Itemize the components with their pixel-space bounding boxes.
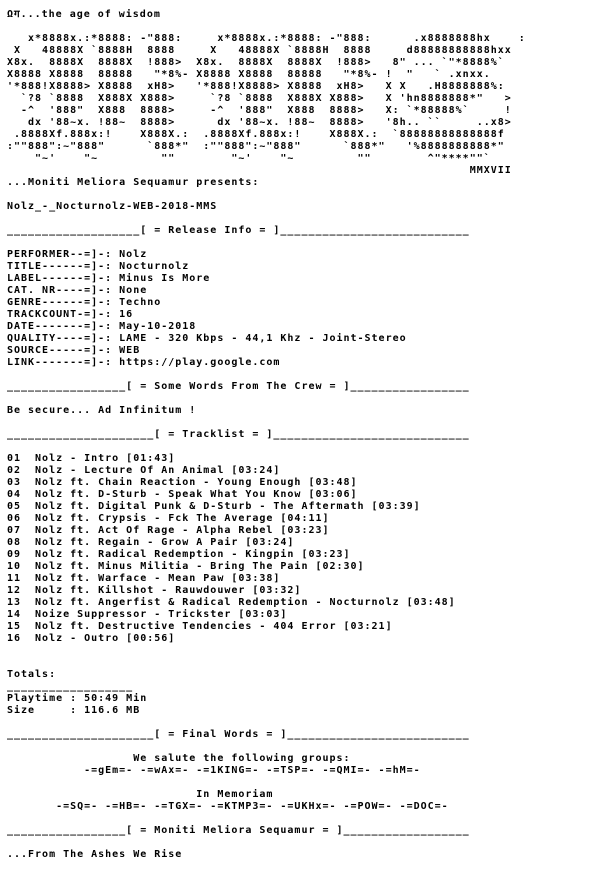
nfo-line: 04 Nolz ft. D-Sturb - Speak What You Know [03:06] bbox=[7, 489, 358, 500]
nfo-line bbox=[7, 237, 526, 249]
nfo-line bbox=[7, 393, 526, 405]
nfo-line: In Memoriam bbox=[7, 789, 274, 800]
nfo-line: 15 Nolz ft. Destructive Tendencies - 404 Error [03:21] bbox=[7, 621, 393, 632]
nfo-line: 08 Nolz ft. Regain - Grow A Pair [03:24] bbox=[7, 537, 295, 548]
nfo-document bbox=[7, 9, 526, 861]
nfo-line: X8888 X8888 88888 "*8%- X8888 X8888 88888 "*8%- ! " ` .xnxx. bbox=[7, 69, 491, 80]
nfo-line: 01 Nolz - Intro [01:43] bbox=[7, 453, 176, 464]
nfo-line: SOURCE-----=]-: WEB bbox=[7, 345, 141, 356]
nfo-line: QUALITY----=]-: LAME - 320 Kbps - 44,1 Khz - Joint-Stereo bbox=[7, 333, 407, 344]
nfo-line: 06 Nolz ft. Crypsis - Fck The Average [04:11] bbox=[7, 513, 330, 524]
nfo-line bbox=[7, 417, 526, 429]
nfo-line bbox=[7, 369, 526, 381]
nfo-line: 05 Nolz ft. Digital Punk & D-Sturb - The Aftermath [03:39] bbox=[7, 501, 421, 512]
nfo-line: _____________________[ = Tracklist = ]____________________________ bbox=[7, 429, 470, 440]
nfo-line bbox=[7, 777, 526, 789]
nfo-line bbox=[7, 657, 526, 669]
nfo-line: 12 Nolz ft. Killshot - Rauwdouwer [03:32] bbox=[7, 585, 302, 596]
nfo-line: TITLE------=]-: Nocturnolz bbox=[7, 261, 190, 272]
nfo-line: ...Moniti Meliora Sequamur presents: bbox=[7, 177, 260, 188]
nfo-line bbox=[7, 813, 526, 825]
nfo-line: 07 Nolz ft. Act Of Rage - Alpha Rebel [03:23] bbox=[7, 525, 330, 536]
nfo-line: dx '88~x. !88~ 8888> dx '88~x. !88~ 8888> '8h.. `` ..x8> bbox=[7, 117, 512, 128]
nfo-line: Playtime : 50:49 Min bbox=[7, 693, 148, 704]
nfo-line: _________________[ = Some Words From The Crew = ]_________________ bbox=[7, 381, 470, 392]
nfo-line bbox=[7, 645, 526, 657]
nfo-line: -=gEm=- -=wAx=- -=1KING=- -=TSP=- -=QMI=- -=hM=- bbox=[7, 765, 421, 776]
nfo-line: X 48888X `8888H 8888 X 48888X `8888H 8888 d88888888888hxx bbox=[7, 45, 512, 56]
nfo-line: __________________ bbox=[7, 681, 134, 692]
nfo-line bbox=[7, 189, 526, 201]
nfo-line: 09 Nolz ft. Radical Redemption - Kingpin [03:23] bbox=[7, 549, 351, 560]
nfo-line: LINK-------=]-: https://play.google.com bbox=[7, 357, 281, 368]
nfo-line: Be secure... Ad Infinitum ! bbox=[7, 405, 197, 416]
nfo-line: GENRE------=]-: Techno bbox=[7, 297, 162, 308]
nfo-line: 14 Noize Suppressor - Trickster [03:03] bbox=[7, 609, 288, 620]
nfo-line: `?8 `8888 X888X X888> `?8 `8888 X888X X888> X 'hn8888888*" > bbox=[7, 93, 512, 104]
nfo-line: Ωग...the age of wisdom bbox=[7, 9, 161, 20]
nfo-line: ___________________[ = Release Info = ]___________________________ bbox=[7, 225, 470, 236]
nfo-line: 11 Nolz ft. Warface - Mean Paw [03:38] bbox=[7, 573, 281, 584]
nfo-line: _________________[ = Moniti Meliora Sequamur = ]__________________ bbox=[7, 825, 470, 836]
nfo-line: 02 Nolz - Lecture Of An Animal [03:24] bbox=[7, 465, 281, 476]
nfo-line bbox=[7, 717, 526, 729]
nfo-line: :""888":~"888" `888*" :""888":~"888" `888*" '%8888888888*" bbox=[7, 141, 505, 152]
nfo-line: MMXVII bbox=[7, 165, 512, 176]
nfo-line: 16 Nolz - Outro [00:56] bbox=[7, 633, 176, 644]
nfo-line: DATE-------=]-: May-10-2018 bbox=[7, 321, 197, 332]
nfo-line: TRACKCOUNT-=]-: 16 bbox=[7, 309, 134, 320]
nfo-line: '*888!X8888> X8888 xH8> '*888!X8888> X8888 xH8> X X .H8888888%: bbox=[7, 81, 505, 92]
nfo-line: Size : 116.6 MB bbox=[7, 705, 141, 716]
nfo-line: We salute the following groups: bbox=[7, 753, 351, 764]
nfo-line: ...From The Ashes We Rise bbox=[7, 849, 183, 860]
nfo-line: 10 Nolz ft. Minus Militia - Bring The Pain [02:30] bbox=[7, 561, 365, 572]
nfo-line: -^ '888" X888 8888> -^ '888" X888 8888> X: `*88888%` ! bbox=[7, 105, 512, 116]
nfo-line: Totals: bbox=[7, 669, 57, 680]
nfo-line: x*8888x.:*8888: -"888: x*8888x.:*8888: -"888: .x8888888hx : bbox=[7, 33, 526, 44]
nfo-line: 03 Nolz ft. Chain Reaction - Young Enough [03:48] bbox=[7, 477, 358, 488]
nfo-line: .8888Xf.888x:! X888X.: .8888Xf.888x:! X888X.: `88888888888888f bbox=[7, 129, 505, 140]
nfo-line bbox=[7, 837, 526, 849]
nfo-line: 13 Nolz ft. Angerfist & Radical Redemption - Nocturnolz [03:48] bbox=[7, 597, 456, 608]
nfo-line: X8x. 8888X 8888X !888> X8x. 8888X 8888X !888> 8" ... `"*8888%` bbox=[7, 57, 505, 68]
nfo-line: Nolz_-_Nocturnolz-WEB-2018-MMS bbox=[7, 201, 218, 212]
nfo-line: LABEL------=]-: Minus Is More bbox=[7, 273, 211, 284]
nfo-line: "~' "~ "" "~' "~ "" ^"****""` bbox=[7, 153, 491, 164]
nfo-line: CAT. NR----=]-: None bbox=[7, 285, 148, 296]
nfo-line: -=SQ=- -=HB=- -=TGX=- -=KTMP3=- -=UKHx=- -=POW=- -=DOC=- bbox=[7, 801, 449, 812]
nfo-line bbox=[7, 741, 526, 753]
nfo-line: PERFORMER--=]-: Nolz bbox=[7, 249, 148, 260]
nfo-line bbox=[7, 441, 526, 453]
nfo-line bbox=[7, 213, 526, 225]
nfo-line bbox=[7, 21, 526, 33]
nfo-line: _____________________[ = Final Words = ]__________________________ bbox=[7, 729, 470, 740]
